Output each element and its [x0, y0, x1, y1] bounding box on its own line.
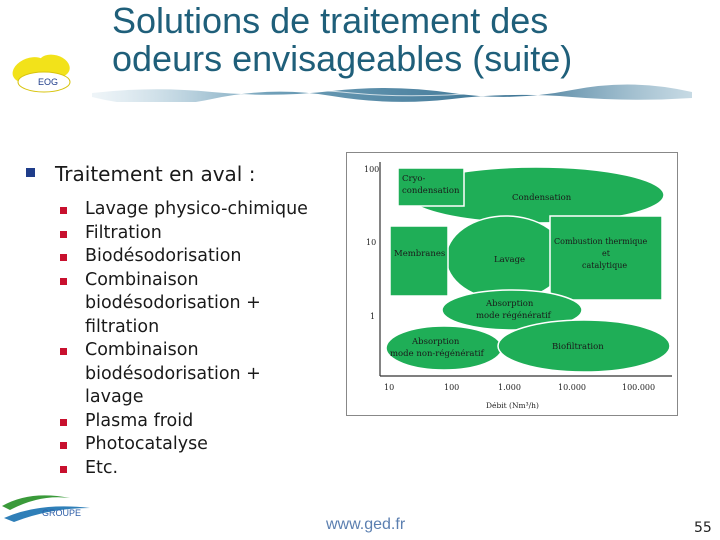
footer-url-link[interactable]: www.ged.fr	[326, 516, 406, 533]
region-membranes	[390, 226, 448, 296]
list-item: Combinaison biodésodorisation + filtration	[60, 269, 320, 340]
svg-text:EOG: EOG	[38, 77, 59, 87]
bullet-square-icon	[60, 231, 67, 238]
region-label: mode régénératif	[476, 311, 551, 321]
x-tick-label: 100	[444, 383, 460, 392]
treatment-diagram	[346, 152, 678, 416]
region-label: Condensation	[512, 193, 572, 203]
y-tick-label: 100	[364, 165, 380, 174]
list-item: Etc.	[60, 457, 320, 481]
region-label: Absorption	[486, 299, 534, 309]
x-tick-label: 100.000	[622, 383, 656, 392]
bullet-square-icon	[60, 348, 67, 355]
bullet-square-icon	[60, 254, 67, 261]
x-tick-label: 1.000	[498, 383, 521, 392]
y-tick-label: 10	[366, 238, 377, 247]
groupe-logo	[0, 488, 120, 528]
main-bullet-marker	[26, 168, 35, 177]
main-bullet-text: Traitement en aval :	[55, 162, 256, 186]
region-label: Biofiltration	[552, 342, 604, 352]
list-item: Plasma froid	[60, 410, 320, 434]
bullet-square-icon	[60, 419, 67, 426]
list-item: Filtration	[60, 222, 320, 246]
region-label: Lavage	[494, 255, 526, 265]
title-line-1: Solutions de traitement des	[112, 0, 549, 41]
page-number: 55	[694, 520, 712, 536]
svg-text:GROUPE: GROUPE	[42, 508, 82, 518]
x-axis-label: Débit (Nm³/h)	[486, 401, 539, 410]
bullet-square-icon	[60, 442, 67, 449]
sub-bullet-list	[60, 198, 320, 480]
region-label: Absorption	[412, 337, 460, 347]
y-tick-label: 1	[370, 312, 376, 321]
region-label: condensation	[402, 186, 460, 196]
bullet-square-icon	[60, 278, 67, 285]
region-label: Combustion thermique	[554, 237, 648, 246]
region-label: et	[602, 249, 610, 258]
list-item: Lavage physico-chimique	[60, 198, 320, 222]
list-item: Biodésodorisation	[60, 245, 320, 269]
x-tick-label: 10	[384, 383, 395, 392]
decorative-water-band	[92, 84, 692, 102]
region-absorption-nonregen	[386, 326, 502, 370]
region-label: Membranes	[394, 249, 446, 259]
page-title	[112, 2, 632, 78]
bullet-square-icon	[60, 207, 67, 214]
bullet-square-icon	[60, 466, 67, 473]
region-combustion	[550, 216, 662, 300]
title-line-2: odeurs envisageables (suite)	[112, 38, 573, 79]
region-label: mode non-régénératif	[390, 349, 484, 359]
region-label: catalytique	[582, 261, 628, 270]
region-label: Cryo-	[402, 174, 426, 184]
list-item: Combinaison biodésodorisation + lavage	[60, 339, 320, 410]
x-tick-label: 10.000	[558, 383, 586, 392]
eog-logo	[10, 52, 80, 100]
list-item: Photocatalyse	[60, 433, 320, 457]
